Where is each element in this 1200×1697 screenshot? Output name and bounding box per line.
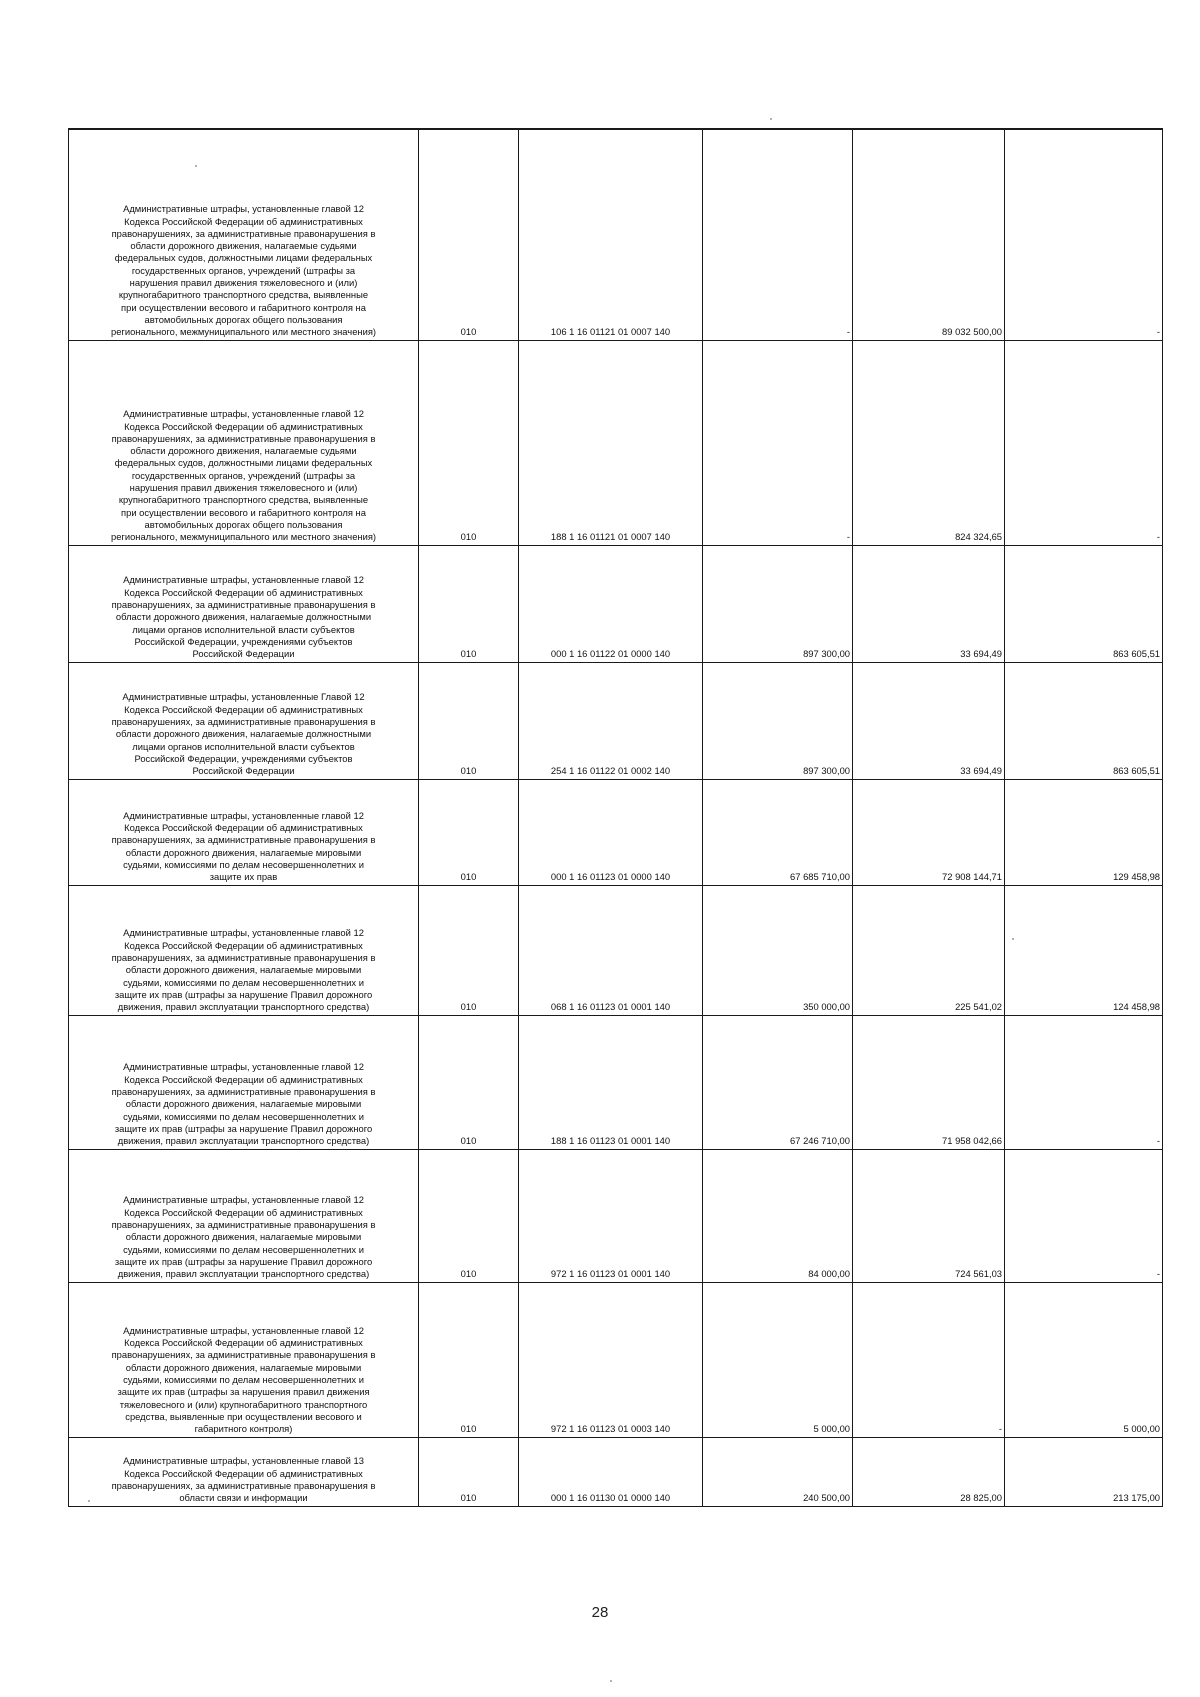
scan-speck bbox=[1012, 938, 1014, 940]
row-approved: 350 000,00 bbox=[703, 885, 853, 1015]
table-row bbox=[69, 340, 1163, 545]
scan-speck bbox=[610, 1680, 612, 1682]
table-row bbox=[69, 129, 1163, 340]
table-row bbox=[69, 779, 1163, 885]
row-name: Административные штрафы, установленные Главой 12 Кодекса Российской Федерации об административных правонарушениях, за административные правонарушения в области дорожного движения, налагаемые должностными лицами органов исполнительной власти субъектов Российской Федерации, учреждениями субъектов Российской Федерации bbox=[69, 662, 419, 779]
row-approved: 5 000,00 bbox=[703, 1282, 853, 1437]
row-unexecuted: - bbox=[1005, 129, 1163, 340]
row-name: Административные штрафы, установленные главой 12 Кодекса Российской Федерации об административных правонарушениях, за административные правонарушения в области дорожного движения, налагаемые судьями федеральных судов, должностными лицами федеральных государственных органов, учреждений (штрафы за нарушения правил движения тяжеловесного и (или) крупногабаритного транспортного средства, выявленные при осуществлении весового и габаритного контроля на автомобильных дорогах общего пользования регионального, межмуниципального или местного значения) bbox=[69, 340, 419, 545]
row-unexecuted: 5 000,00 bbox=[1005, 1282, 1163, 1437]
table-row bbox=[69, 885, 1163, 1015]
row-income-code: 188 1 16 01121 01 0007 140 bbox=[519, 340, 703, 545]
row-executed: 89 032 500,00 bbox=[853, 129, 1005, 340]
table-row bbox=[69, 545, 1163, 662]
row-unexecuted: 124 458,98 bbox=[1005, 885, 1163, 1015]
scan-speck bbox=[770, 118, 772, 120]
row-unexecuted: 863 605,51 bbox=[1005, 662, 1163, 779]
row-income-code: 972 1 16 01123 01 0001 140 bbox=[519, 1149, 703, 1282]
row-line-code: 010 bbox=[419, 1149, 519, 1282]
row-income-code: 000 1 16 01122 01 0000 140 bbox=[519, 545, 703, 662]
table-row bbox=[69, 1437, 1163, 1506]
row-income-code: 188 1 16 01123 01 0001 140 bbox=[519, 1015, 703, 1149]
row-line-code: 010 bbox=[419, 1282, 519, 1437]
row-unexecuted: 129 458,98 bbox=[1005, 779, 1163, 885]
table-row bbox=[69, 1015, 1163, 1149]
income-table bbox=[68, 128, 1163, 1507]
row-executed: 33 694,49 bbox=[853, 662, 1005, 779]
page-number: 28 bbox=[591, 1604, 609, 1621]
row-unexecuted: - bbox=[1005, 340, 1163, 545]
row-approved: 897 300,00 bbox=[703, 662, 853, 779]
row-name: Административные штрафы, установленные главой 12 Кодекса Российской Федерации об административных правонарушениях, за административные правонарушения в области дорожного движения, налагаемые судьями федеральных судов, должностными лицами федеральных государственных органов, учреждений (штрафы за нарушения правил движения тяжеловесного и (или) крупногабаритного транспортного средства, выявленные при осуществлении весового и габаритного контроля на автомобильных дорогах общего пользования регионального, межмуниципального или местного значения) bbox=[69, 129, 419, 340]
row-name: Административные штрафы, установленные главой 12 Кодекса Российской Федерации об административных правонарушениях, за административные правонарушения в области дорожного движения, налагаемые мировыми судьями, комиссиями по делам несовершеннолетних и защите их прав (штрафы за нарушение Правил дорожного движения, правил эксплуатации транспортного средства) bbox=[69, 885, 419, 1015]
scan-speck bbox=[195, 165, 197, 167]
row-income-code: 000 1 16 01123 01 0000 140 bbox=[519, 779, 703, 885]
table-row bbox=[69, 662, 1163, 779]
row-approved: 897 300,00 bbox=[703, 545, 853, 662]
row-name: Административные штрафы, установленные главой 12 Кодекса Российской Федерации об административных правонарушениях, за административные правонарушения в области дорожного движения, налагаемые мировыми судьями, комиссиями по делам несовершеннолетних и защите их прав (штрафы за нарушение Правил дорожного движения, правил эксплуатации транспортного средства) bbox=[69, 1149, 419, 1282]
row-line-code: 010 bbox=[419, 340, 519, 545]
row-unexecuted: - bbox=[1005, 1015, 1163, 1149]
row-name: Административные штрафы, установленные главой 12 Кодекса Российской Федерации об административных правонарушениях, за административные правонарушения в области дорожного движения, налагаемые мировыми судьями, комиссиями по делам несовершеннолетних и защите их прав (штрафы за нарушение Правил дорожного движения, правил эксплуатации транспортного средства) bbox=[69, 1015, 419, 1149]
row-line-code: 010 bbox=[419, 129, 519, 340]
row-executed: 724 561,03 bbox=[853, 1149, 1005, 1282]
row-executed: 225 541,02 bbox=[853, 885, 1005, 1015]
row-executed: 71 958 042,66 bbox=[853, 1015, 1005, 1149]
row-line-code: 010 bbox=[419, 779, 519, 885]
row-line-code: 010 bbox=[419, 1437, 519, 1506]
row-approved: 67 685 710,00 bbox=[703, 779, 853, 885]
row-line-code: 010 bbox=[419, 1015, 519, 1149]
row-unexecuted: 863 605,51 bbox=[1005, 545, 1163, 662]
row-income-code: 254 1 16 01122 01 0002 140 bbox=[519, 662, 703, 779]
row-name: Административные штрафы, установленные главой 13 Кодекса Российской Федерации об административных правонарушениях, за административные правонарушения в области связи и информации bbox=[69, 1437, 419, 1506]
row-executed: - bbox=[853, 1282, 1005, 1437]
row-income-code: 106 1 16 01121 01 0007 140 bbox=[519, 129, 703, 340]
row-name: Административные штрафы, установленные главой 12 Кодекса Российской Федерации об административных правонарушениях, за административные правонарушения в области дорожного движения, налагаемые мировыми судьями, комиссиями по делам несовершеннолетних и защите их прав (штрафы за нарушения правил движения тяжеловесного и (или) крупногабаритного транспортного средства, выявленные при осуществлении весового и габаритного контроля) bbox=[69, 1282, 419, 1437]
row-name: Административные штрафы, установленные главой 12 Кодекса Российской Федерации об административных правонарушениях, за административные правонарушения в области дорожного движения, налагаемые должностными лицами органов исполнительной власти субъектов Российской Федерации, учреждениями субъектов Российской Федерации bbox=[69, 545, 419, 662]
row-line-code: 010 bbox=[419, 885, 519, 1015]
row-executed: 824 324,65 bbox=[853, 340, 1005, 545]
row-name: Административные штрафы, установленные главой 12 Кодекса Российской Федерации об административных правонарушениях, за административные правонарушения в области дорожного движения, налагаемые мировыми судьями, комиссиями по делам несовершеннолетних и защите их прав bbox=[69, 779, 419, 885]
row-unexecuted: 213 175,00 bbox=[1005, 1437, 1163, 1506]
table-row bbox=[69, 1149, 1163, 1282]
row-approved: - bbox=[703, 340, 853, 545]
row-executed: 72 908 144,71 bbox=[853, 779, 1005, 885]
scan-speck bbox=[88, 1500, 90, 1502]
row-line-code: 010 bbox=[419, 662, 519, 779]
row-approved: - bbox=[703, 129, 853, 340]
row-approved: 240 500,00 bbox=[703, 1437, 853, 1506]
row-executed: 33 694,49 bbox=[853, 545, 1005, 662]
row-income-code: 000 1 16 01130 01 0000 140 bbox=[519, 1437, 703, 1506]
table-row bbox=[69, 1282, 1163, 1437]
row-line-code: 010 bbox=[419, 545, 519, 662]
row-income-code: 972 1 16 01123 01 0003 140 bbox=[519, 1282, 703, 1437]
row-income-code: 068 1 16 01123 01 0001 140 bbox=[519, 885, 703, 1015]
row-unexecuted: - bbox=[1005, 1149, 1163, 1282]
row-approved: 67 246 710,00 bbox=[703, 1015, 853, 1149]
row-approved: 84 000,00 bbox=[703, 1149, 853, 1282]
row-executed: 28 825,00 bbox=[853, 1437, 1005, 1506]
